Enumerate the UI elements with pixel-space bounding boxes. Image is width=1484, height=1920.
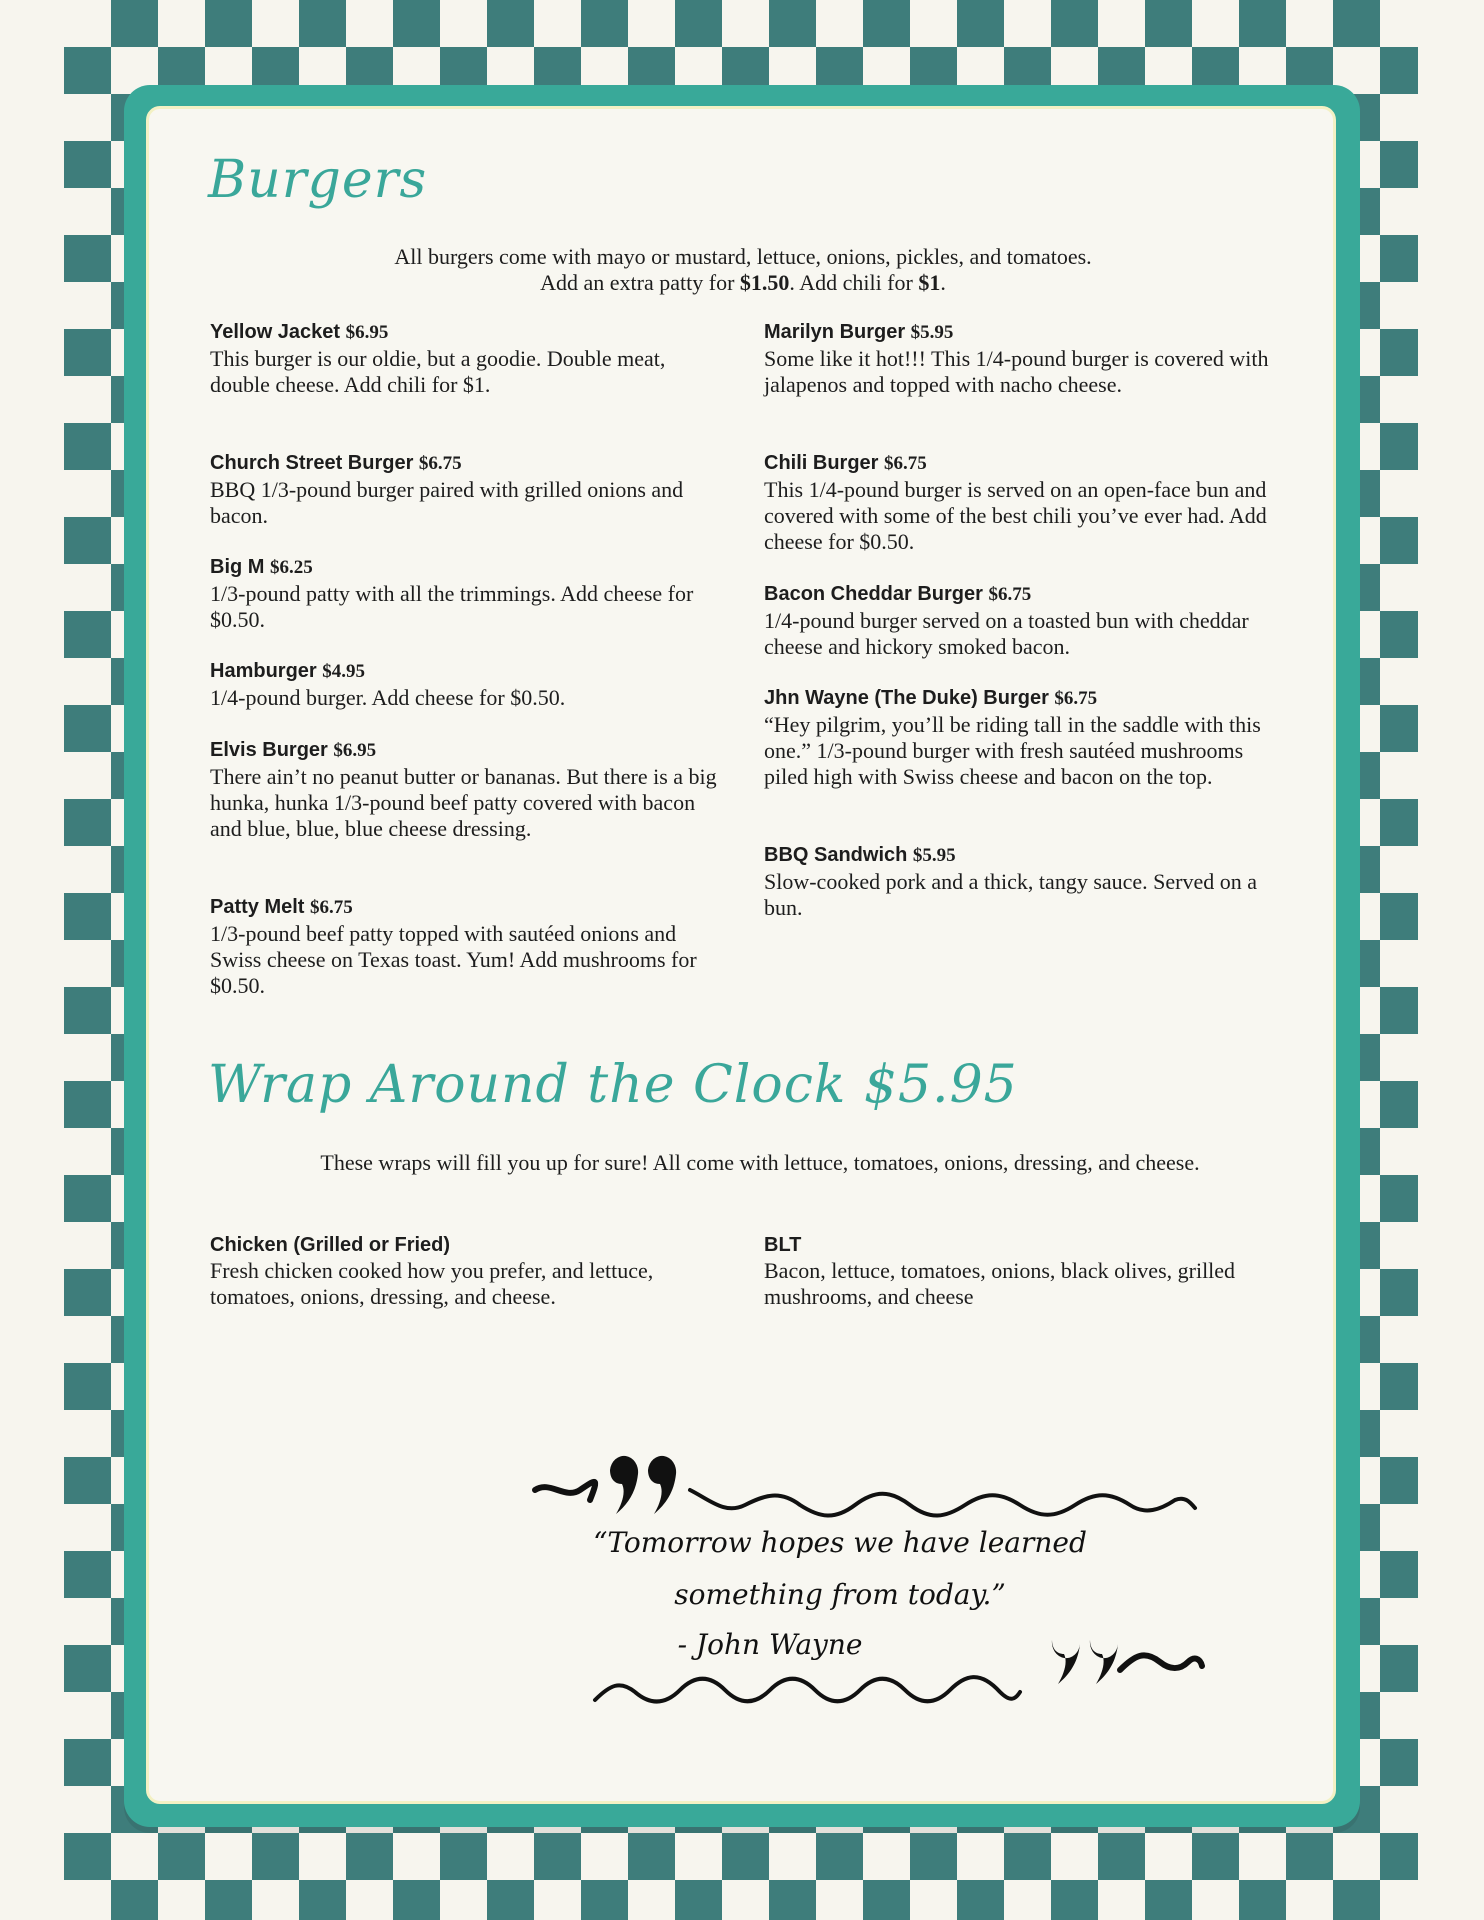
menu-item	[210, 553, 720, 633]
item-name: Hamburger	[210, 660, 317, 682]
item-price: $6.75	[883, 453, 927, 474]
item-name: Jhn Wayne (The Duke) Burger	[764, 687, 1049, 709]
item-desc: There ain’t no peanut butter or bananas. But there is a big hunka, hunka 1/3-pound beef patty covered with bacon and blue, blue, blue cheese dressing.	[210, 764, 717, 841]
item-price: $5.95	[910, 322, 954, 343]
item-desc: 1/3-pound patty with all the trimmings. Add cheese for $0.50.	[210, 581, 694, 632]
item-name: Church Street Burger	[210, 452, 414, 474]
item-price: $6.75	[988, 584, 1032, 605]
squiggle-line-bottom-right	[1120, 1655, 1202, 1670]
item-name: Marilyn Burger	[764, 321, 906, 343]
menu-item	[764, 449, 1284, 555]
wraps-intro: These wraps will fill you up for sure! All come with lettuce, tomatoes, onions, dressing, and cheese.	[320, 1150, 1200, 1175]
squiggle-line-top-left	[535, 1482, 595, 1500]
intro-text: . Add chili for	[789, 270, 919, 295]
intro-text: .	[940, 270, 946, 295]
item-price: $6.75	[418, 453, 462, 474]
item-desc: 1/3-pound beef patty topped with sautéed onions and Swiss cheese on Texas toast. Yum! Add mushrooms for $0.50.	[210, 921, 697, 998]
menu-item	[764, 580, 1284, 660]
menu-item	[210, 736, 720, 842]
menu-item	[210, 893, 720, 999]
item-name: Chili Burger	[764, 452, 879, 474]
squiggle-line-bottom	[595, 1677, 1020, 1701]
menu-item	[764, 684, 1284, 790]
quote-line1: “Tomorrow hopes we have learned	[593, 1526, 1087, 1559]
quote-block	[520, 1430, 1280, 1730]
menu-item	[210, 657, 720, 711]
item-desc: This burger is our oldie, but a goodie. Double meat, double cheese. Add chili for $1.	[210, 346, 666, 397]
menu-item	[210, 449, 720, 529]
item-desc: 1/4-pound burger. Add cheese for $0.50.	[210, 685, 566, 710]
item-desc: Some like it hot!!! This 1/4-pound burger is covered with jalapenos and topped with nacho cheese.	[764, 346, 1269, 397]
burgers-intro	[208, 244, 1278, 296]
squiggle-line-top	[690, 1490, 1195, 1516]
item-price: $4.95	[322, 661, 365, 682]
item-name: Yellow Jacket	[210, 321, 341, 343]
item-desc: Slow-cooked pork and a thick, tangy sauce. Served on a bun.	[764, 869, 1258, 920]
item-price: $6.75	[309, 897, 353, 918]
burgers-title: Burgers	[208, 150, 428, 210]
menu-item	[764, 318, 1284, 398]
item-price: $6.75	[1054, 688, 1098, 709]
item-desc: BBQ 1/3-pound burger paired with grilled onions and bacon.	[210, 477, 684, 528]
item-price: $6.95	[333, 740, 377, 761]
item-name: Patty Melt	[210, 896, 305, 918]
item-price: $6.95	[345, 322, 389, 343]
intro-text: Add an extra patty for	[540, 270, 740, 295]
close-quote-icon	[1052, 1640, 1118, 1684]
intro-price: $1	[918, 270, 941, 295]
quote-author: - John Wayne	[677, 1628, 863, 1661]
item-desc: 1/4-pound burger served on a toasted bun with cheddar cheese and hickory smoked bacon.	[764, 608, 1249, 659]
item-desc: “Hey pilgrim, you’ll be riding tall in the saddle with this one.” 1/3-pound burger with fresh sautéed mushrooms piled high with Swiss cheese and bacon on the top.	[764, 712, 1261, 789]
intro-price: $1.50	[739, 270, 790, 295]
item-name: Chicken (Grilled or Fried)	[210, 1234, 451, 1256]
item-name: BBQ Sandwich	[764, 844, 908, 866]
menu-item	[210, 1231, 720, 1310]
wraps-title: Wrap Around the Clock $5.95	[208, 1055, 1018, 1115]
item-desc: Fresh chicken cooked how you prefer, and lettuce, tomatoes, onions, dressing, and cheese.	[210, 1258, 654, 1309]
item-name: BLT	[764, 1234, 802, 1256]
menu-item	[210, 318, 720, 398]
open-quote-icon	[610, 1456, 676, 1514]
burgers-intro-line1: All burgers come with mayo or mustard, lettuce, onions, pickles, and tomatoes.	[394, 244, 1092, 269]
item-desc: Bacon, lettuce, tomatoes, onions, black olives, grilled mushrooms, and cheese	[764, 1258, 1236, 1309]
item-name: Big M	[210, 556, 265, 578]
menu-item	[764, 1231, 1284, 1310]
menu-item	[764, 841, 1284, 921]
item-name: Elvis Burger	[210, 739, 328, 761]
item-price: $5.95	[912, 845, 956, 866]
burgers-intro-line2	[208, 270, 1278, 296]
item-name: Bacon Cheddar Burger	[764, 583, 983, 605]
item-price: $6.25	[269, 557, 313, 578]
quote-line2: something from today.”	[674, 1578, 1006, 1611]
item-desc: This 1/4-pound burger is served on an open-face bun and covered with some of the best chili you’ve ever had. Add cheese for $0.50.	[764, 477, 1267, 554]
